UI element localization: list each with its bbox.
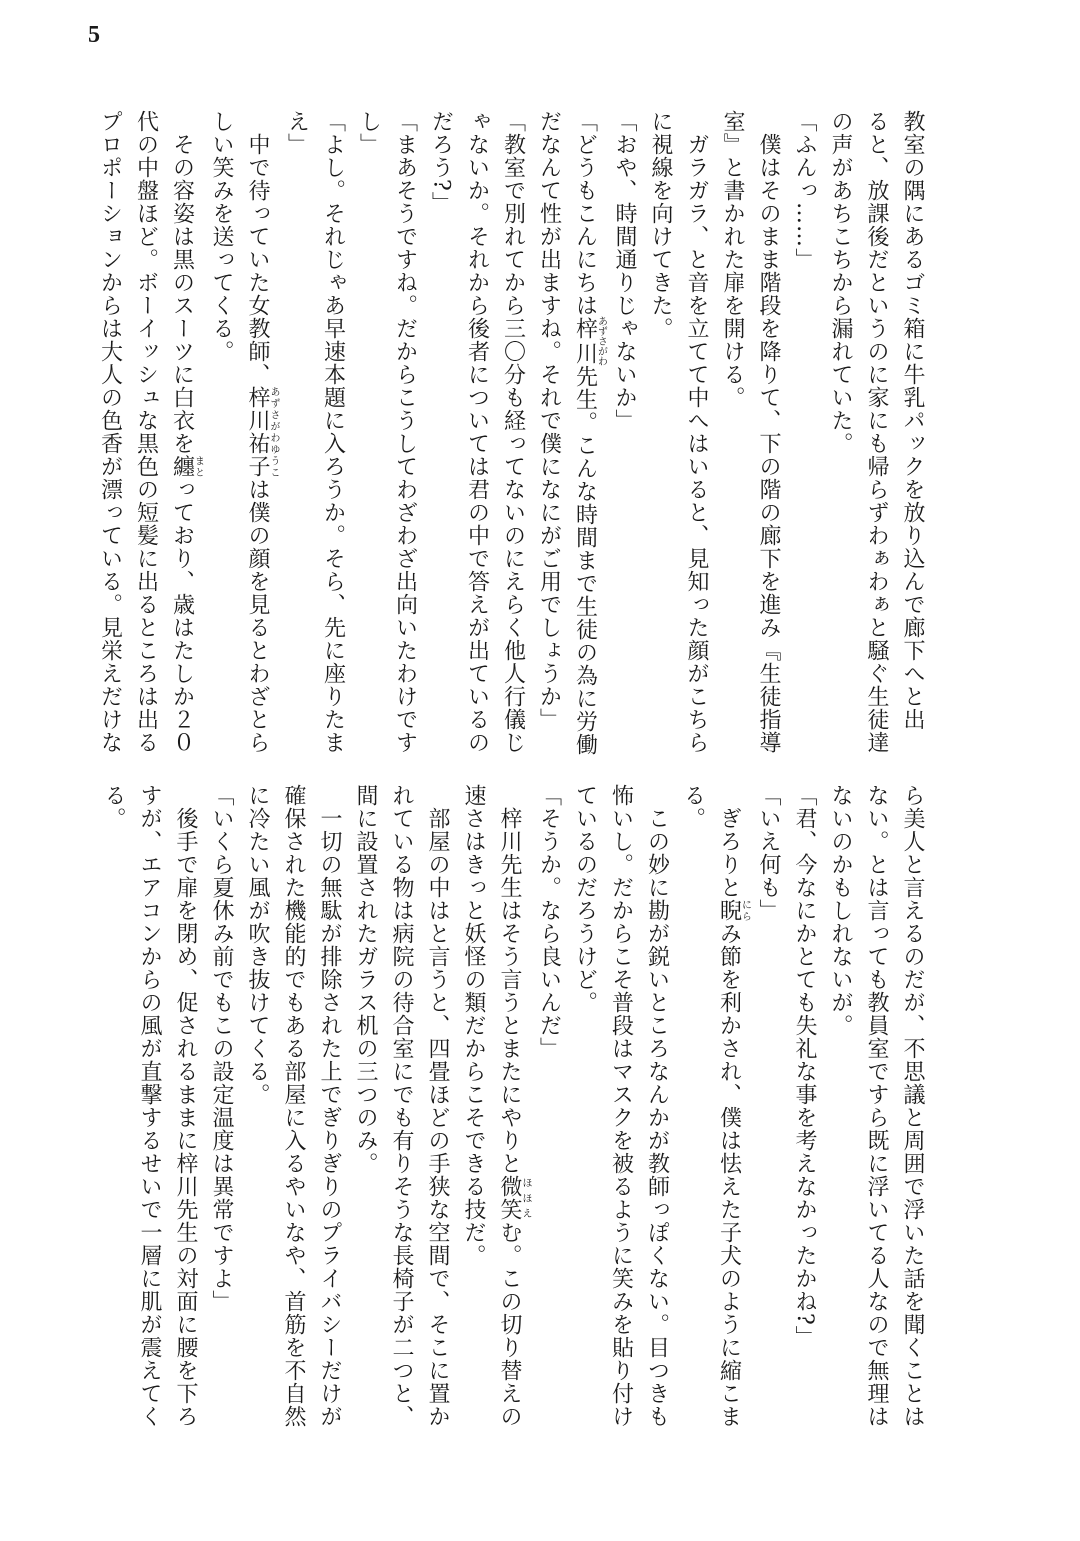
text-column bbox=[531, 784, 567, 1474]
ruby-base: 睨 bbox=[716, 899, 742, 922]
text-column bbox=[786, 110, 822, 778]
text-column bbox=[894, 784, 930, 1474]
text-column bbox=[239, 784, 275, 1474]
text-column bbox=[423, 110, 459, 778]
text-column bbox=[203, 784, 239, 1474]
text-column bbox=[351, 110, 387, 778]
text-segment: に冷たい風が吹き抜けてくる。 bbox=[245, 784, 270, 1106]
text-segment: 先生。こんな時間まで生徒の為に労働 bbox=[572, 365, 598, 756]
text-column bbox=[128, 110, 164, 778]
text-segment: し」 bbox=[356, 110, 382, 156]
text-segment: 後手で扉を閉め、促されるままに梓川先生の対面に腰を下ろ bbox=[173, 784, 198, 1428]
text-segment: 「いくら夏休み前でもこの設定温度は異常ですよ」 bbox=[209, 784, 234, 1313]
text-segment: 「ふんっ……」 bbox=[792, 110, 817, 271]
text-column bbox=[491, 784, 531, 1474]
text-column bbox=[239, 110, 279, 778]
text-segment: ぎろりと bbox=[716, 784, 742, 899]
ruby-reading: あずさがわゆうこ bbox=[268, 386, 279, 478]
text-column bbox=[203, 110, 239, 778]
text-segment: 確保された機能的でもある部屋に入るやいなや、首筋を不自然 bbox=[281, 784, 306, 1428]
text-segment: その容姿は黒のスーツに白衣を bbox=[169, 110, 195, 455]
text-segment: に視線を向けてきた。 bbox=[648, 110, 673, 340]
text-segment: み節を利かされ、僕は怯えた子犬のように縮こま bbox=[716, 922, 742, 1428]
ruby-base: 纏 bbox=[169, 455, 195, 478]
text-column bbox=[822, 784, 858, 1474]
text-column bbox=[567, 784, 603, 1474]
text-segment: 「教室で別れてから三〇分も経ってないのにえらく他人行儀じ bbox=[500, 110, 526, 754]
text-column bbox=[315, 110, 351, 778]
text-segment: 「よし。それじゃあ早速本題に入ろうか。そら、先に座りたま bbox=[320, 110, 346, 754]
text-column bbox=[95, 784, 131, 1474]
text-column bbox=[531, 110, 567, 778]
text-segment: え」 bbox=[284, 110, 310, 156]
text-column bbox=[567, 110, 607, 778]
text-segment: ゃないか。それから後者については君の中で答えが出ているの bbox=[464, 110, 490, 754]
text-column bbox=[275, 784, 311, 1474]
text-column bbox=[858, 784, 894, 1474]
text-segment: 部屋の中はと言うと、四畳ほどの手狭な空間で、そこに置か bbox=[425, 784, 450, 1428]
text-block-top bbox=[97, 110, 930, 778]
text-segment: 教室の隅にあるゴミ箱に牛乳パックを放り込んで廊下へと出 bbox=[900, 110, 925, 731]
text-segment: 「そうか。なら良いんだ」 bbox=[536, 784, 562, 1060]
text-column bbox=[387, 110, 423, 778]
text-segment: しい笑みを送ってくる。 bbox=[209, 110, 234, 363]
text-segment: ないのかもしれないが。 bbox=[828, 784, 853, 1037]
text-segment: る。 bbox=[101, 784, 126, 830]
text-column bbox=[642, 110, 678, 778]
ruby-base: 梓川祐子 bbox=[245, 386, 270, 478]
text-column bbox=[459, 110, 495, 778]
text-column bbox=[858, 110, 894, 778]
text-column bbox=[311, 784, 347, 1474]
text-segment: 代の中盤ほど。ボーイッシュな黒色の短髪に出るところは出る bbox=[133, 110, 159, 754]
text-block-bottom bbox=[100, 784, 930, 1474]
text-segment: 一切の無駄が排除された上でぎりぎりのプライバシーだけが bbox=[317, 784, 342, 1428]
text-column bbox=[786, 784, 822, 1474]
ruby-base: 微笑 bbox=[497, 1175, 522, 1221]
text-segment: 「どうもこんにちは bbox=[572, 110, 598, 317]
text-column bbox=[894, 110, 930, 778]
ruby-base: 梓川 bbox=[572, 316, 598, 366]
text-segment: ガラガラ、と音を立てて中へはいると、見知った顔がこちら bbox=[684, 110, 709, 754]
text-segment: ているのだろうけど。 bbox=[572, 784, 598, 1014]
text-column bbox=[131, 784, 167, 1474]
text-segment: 速さはきっと妖怪の類だからこそできる技だ。 bbox=[461, 784, 486, 1267]
ruby-word bbox=[716, 899, 751, 922]
text-column bbox=[455, 784, 491, 1474]
text-column bbox=[639, 784, 675, 1474]
ruby-word bbox=[497, 1175, 531, 1221]
text-segment: この妙に勘が鋭いところなんかが教師っぽくない。目つきも bbox=[644, 784, 670, 1428]
text-segment: 僕はそのまま階段を降りて、下の階の廊下を進み『生徒指導 bbox=[756, 110, 781, 754]
text-segment: 「まあそうですね。だからこうしてわざわざ出向いたわけです bbox=[392, 110, 418, 754]
text-segment: 梓川先生はそう言うとまたにやりと bbox=[497, 784, 522, 1175]
ruby-word bbox=[169, 455, 204, 478]
text-column bbox=[678, 110, 714, 778]
text-segment: だなんて性が出ますね。それで僕になにがご用でしょうか」 bbox=[536, 110, 562, 731]
text-column bbox=[167, 784, 203, 1474]
text-segment: っており、歳はたしか２０ bbox=[169, 478, 195, 754]
text-segment: だろう?」 bbox=[428, 110, 454, 215]
text-column bbox=[279, 110, 315, 778]
text-segment: む。この切り替えの bbox=[497, 1221, 522, 1428]
text-column bbox=[822, 110, 858, 778]
text-segment: の声があちこちから漏れていた。 bbox=[828, 110, 853, 455]
text-segment: る。 bbox=[680, 784, 706, 830]
text-column bbox=[675, 784, 711, 1474]
ruby-word bbox=[572, 316, 607, 366]
text-segment: プロポーションからは大人の色香が漂っている。見栄えだけな bbox=[97, 110, 123, 754]
text-column bbox=[347, 784, 383, 1474]
text-column bbox=[92, 110, 128, 778]
ruby-reading: にら bbox=[739, 899, 751, 922]
text-column bbox=[164, 110, 204, 778]
text-segment: は僕の顔を見るとわざとら bbox=[245, 478, 270, 754]
ruby-reading: ほほえ bbox=[520, 1175, 531, 1221]
ruby-reading: あずさがわ bbox=[595, 316, 607, 366]
text-column bbox=[606, 110, 642, 778]
text-segment: ない。とは言っても教員室ですら既に浮いてる人なので無理は bbox=[864, 784, 889, 1428]
text-segment: ら美人と言えるのだが、不思議と周囲で浮いた話を聞くことは bbox=[900, 784, 925, 1428]
text-segment: 中で待っていた女教師、 bbox=[245, 110, 270, 386]
text-segment: 室』と書かれた扉を開ける。 bbox=[720, 110, 745, 409]
text-segment: 「おや、時間通りじゃないか」 bbox=[612, 110, 637, 432]
text-segment: 間に設置されたガラス机の三つのみ。 bbox=[353, 784, 378, 1175]
text-column bbox=[383, 784, 419, 1474]
text-segment: すが、エアコンからの風が直撃するせいで一層に肌が震えてく bbox=[137, 784, 162, 1428]
text-column bbox=[750, 110, 786, 778]
text-column bbox=[750, 784, 786, 1474]
text-column bbox=[711, 784, 751, 1474]
text-segment: 「君、今なにかとても失礼な事を考えなかったかね?」 bbox=[792, 784, 817, 1349]
text-column bbox=[419, 784, 455, 1474]
text-segment: 「いえ何も」 bbox=[756, 784, 781, 922]
ruby-word bbox=[245, 386, 279, 478]
text-column bbox=[603, 784, 639, 1474]
text-segment: れている物は病院の待合室にでも有りそうな長椅子が二つと、 bbox=[389, 784, 414, 1428]
text-column bbox=[714, 110, 750, 778]
text-segment: ると、放課後だというのに家にも帰らずわぁわぁと騒ぐ生徒達 bbox=[864, 110, 889, 754]
text-column bbox=[495, 110, 531, 778]
page-number: 5 bbox=[88, 22, 100, 48]
text-segment: 怖いし。だからこそ普段はマスクを被るように笑みを貼り付け bbox=[608, 784, 634, 1428]
ruby-reading: まと bbox=[192, 455, 204, 478]
